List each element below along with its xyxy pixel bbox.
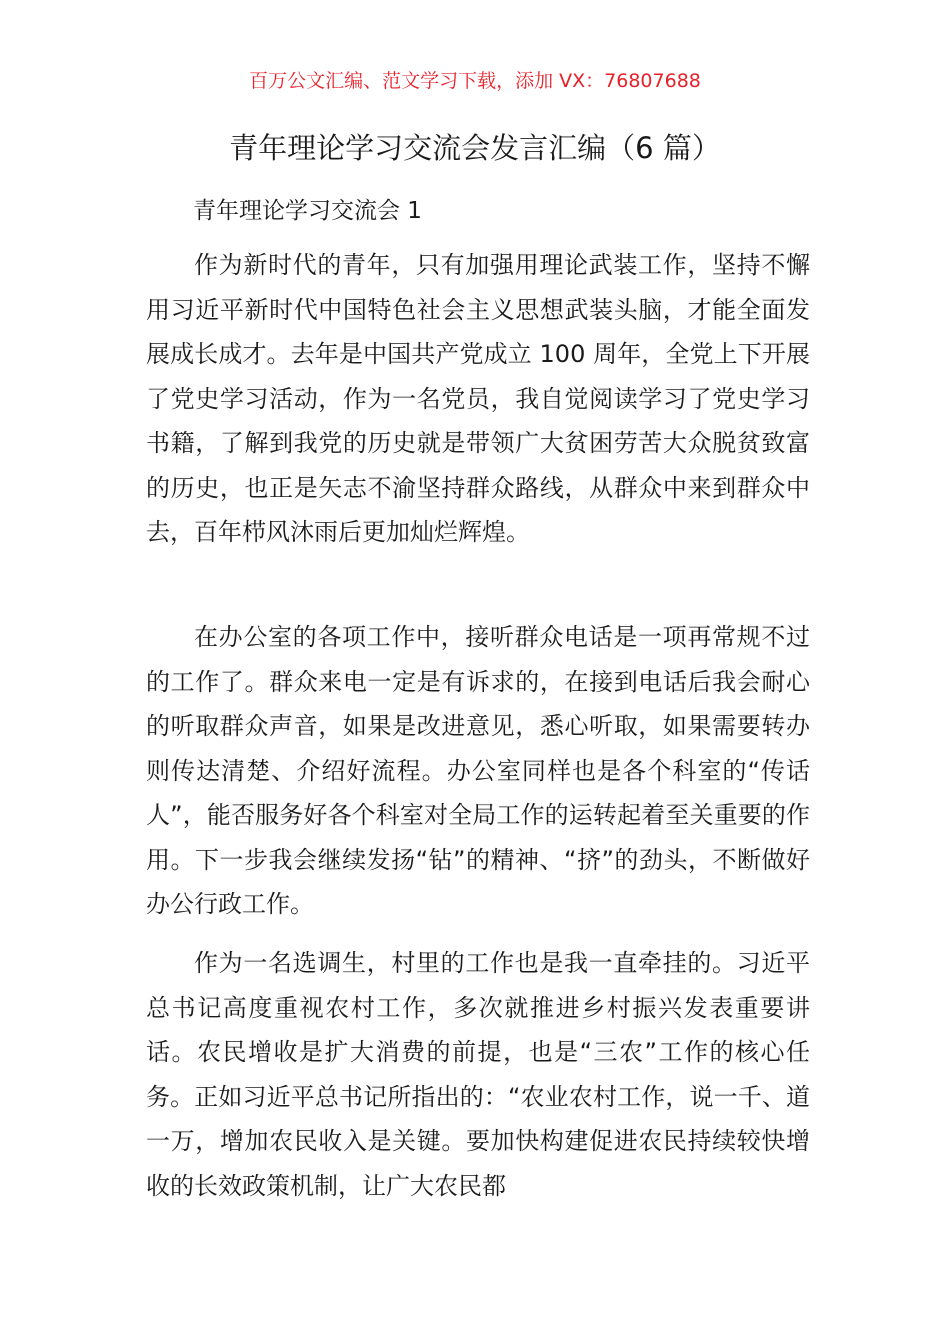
body-paragraph: 在办公室的各项工作中，接听群众电话是一项再常规不过的工作了。群众来电一定是有诉求的，在接到电话后我会耐心的听取群众声音，如果是改进意见，悉心听取，如果需要转办则传达清楚、介绍好流程。办公室同样也是各个科室的“传话人”，能否服务好各个科室对全局工作的运转起着至关重要的作用。下一步我会继续发扬“钻”的精神、“挤”的劲头，不断做好办公行政工作。 bbox=[146, 623, 810, 918]
document-title: 青年理论学习交流会发言汇编（6 篇） bbox=[229, 131, 721, 165]
section-subtitle: 青年理论学习交流会 1 bbox=[193, 198, 422, 224]
body-paragraph: 作为新时代的青年，只有加强用理论武装工作，坚持不懈用习近平新时代中国特色社会主义思想武装头脑，才能全面发展成长成才。去年是中国共产党成立 100 周年，全党上下开展了党史学习活动，作为一名党员，我自觉阅读学习了党史学习书籍，了解到我党的历史就是带领广大贫困劳苦大众脱贫致富的历史，也正是矢志不渝坚持群众路线，从群众中来到群众中去，百年栉风沐雨后更加灿烂辉煌。 bbox=[146, 251, 810, 546]
header-notice: 百万公文汇编、范文学习下载，添加 VX：76807688 bbox=[249, 70, 701, 92]
body-paragraph: 作为一名选调生，村里的工作也是我一直牵挂的。习近平总书记高度重视农村工作，多次就推进乡村振兴发表重要讲话。农民增收是扩大消费的前提，也是“三农”工作的核心任务。正如习近平总书记所指出的：“农业农村工作，说一千、道一万，增加农民收入是关键。要加快构建促进农民持续较快增收的长效政策机制，让广大农民都 bbox=[146, 949, 810, 1200]
